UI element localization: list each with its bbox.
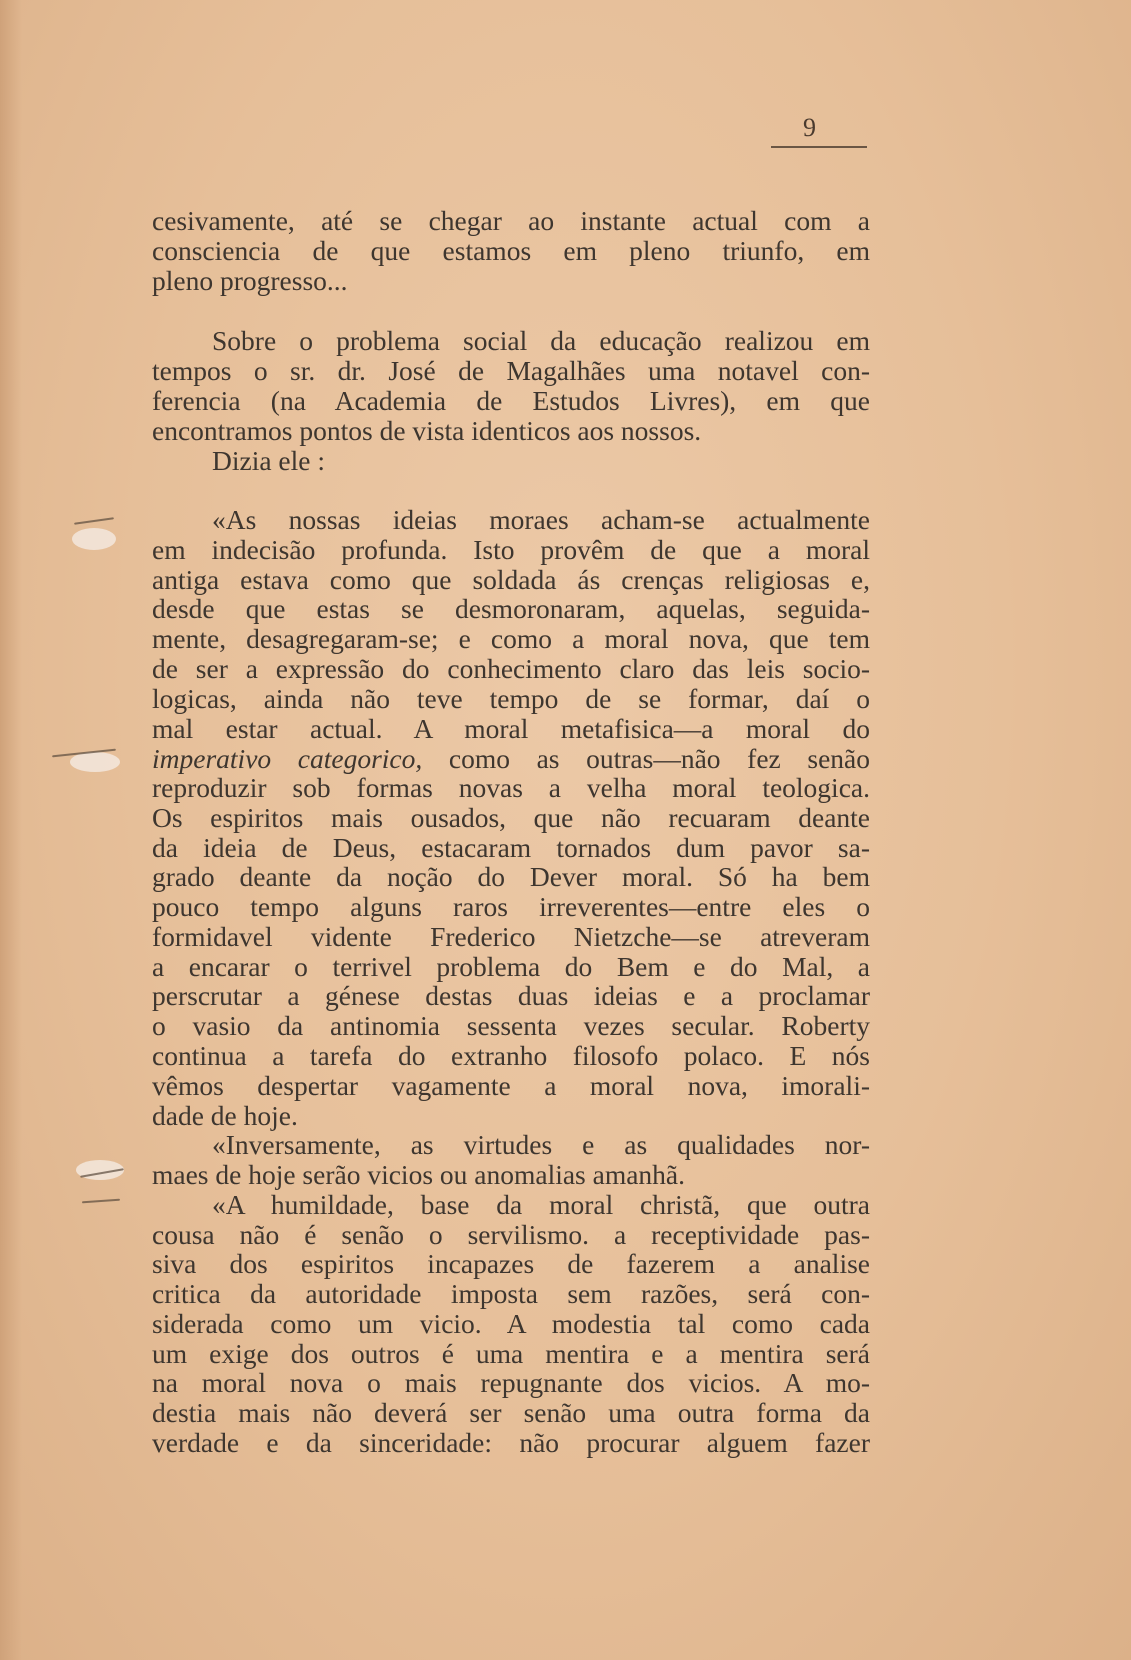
text-line: um exige dos outros é uma mentira e a mentira será <box>152 1339 870 1369</box>
text-line: tempos o sr. dr. José de Magalhães uma notavel con- <box>152 356 870 386</box>
text-line: de ser a expressão do conhecimento claro das leis socio- <box>152 654 870 684</box>
text-line: antiga estava como que soldada ás crenças religiosas e, <box>152 565 870 595</box>
text-line: da ideia de Deus, estacaram tornados dum pavor sa- <box>152 833 870 863</box>
page-number: 9 <box>803 113 816 142</box>
text-line: o vasio da antinomia sessenta vezes secular. Roberty <box>152 1011 870 1041</box>
text-line: siva dos espiritos incapazes de fazerem a analise <box>152 1249 870 1279</box>
text-line: consciencia de que estamos em pleno triunfo, em <box>152 236 870 266</box>
text-line: «Inversamente, as virtudes e as qualidades nor- <box>212 1130 870 1160</box>
text-line: formidavel vidente Frederico Nietzche—se atreveram <box>152 922 870 952</box>
text-line: cesivamente, até se chegar ao instante actual com a <box>152 206 870 236</box>
text-line: verdade e da sinceridade: não procurar alguem fazer <box>152 1428 870 1458</box>
text-line: a encarar o terrivel problema do Bem e do Mal, a <box>152 952 870 982</box>
text-line: na moral nova o mais repugnante dos vicios. A mo- <box>152 1368 870 1398</box>
text-line: desde que estas se desmoronaram, aquelas, seguida- <box>152 594 870 624</box>
text-line: grado deante da noção do Dever moral. Só ha bem <box>152 862 870 892</box>
text-line: Sobre o problema social da educação realizou em <box>212 326 870 356</box>
text-line: reproduzir sob formas novas a velha moral teologica. <box>152 773 870 803</box>
text-line: continua a tarefa do extranho filosofo polaco. E nós <box>152 1041 870 1071</box>
text-line: em indecisão profunda. Isto provêm de que a moral <box>152 535 870 565</box>
text-line: cousa não é senão o servilismo. a receptividade pas- <box>152 1220 870 1250</box>
binding-hole <box>72 528 116 550</box>
text-line: mente, desagregaram-se; e como a moral nova, que tem <box>152 624 870 654</box>
line-text: como as outras—não fez senão <box>422 744 870 774</box>
text-line: ferencia (na Academia de Estudos Livres), em que <box>152 386 870 416</box>
binding-hole-edge <box>74 517 114 525</box>
text-line: mal estar actual. A moral metafisica—a moral do <box>152 714 870 744</box>
text-line: destia mais não deverá ser senão uma outra forma da <box>152 1398 870 1428</box>
text-line: pouco tempo alguns raros irreverentes—entre eles o <box>152 892 870 922</box>
italic-phrase: imperativo categorico, <box>152 744 423 774</box>
text-line: pleno progresso... <box>152 266 348 296</box>
text-line: «A humildade, base da moral christã, que outra <box>212 1190 870 1220</box>
text-line: siderada como um vicio. A modestia tal como cada <box>152 1309 870 1339</box>
binding-hole-edge <box>82 1199 120 1204</box>
text-line: «As nossas ideias moraes acham-se actualmente <box>212 505 870 535</box>
text-line <box>152 744 870 774</box>
text-line: dade de hoje. <box>152 1101 298 1131</box>
page-number-rule <box>771 146 867 148</box>
text-line: logicas, ainda não teve tempo de se formar, daí o <box>152 684 870 714</box>
text-line: vêmos despertar vagamente a moral nova, imorali- <box>152 1071 870 1101</box>
text-line: critica da autoridade imposta sem razões, será con- <box>152 1279 870 1309</box>
text-line: perscrutar a génese destas duas ideias e a proclamar <box>152 981 870 1011</box>
text-line: encontramos pontos de vista identicos aos nossos. <box>152 416 702 446</box>
binding-hole <box>70 752 120 772</box>
text-line: Os espiritos mais ousados, que não recuaram deante <box>152 803 870 833</box>
page-edge-shadow <box>0 0 22 1660</box>
text-line: maes de hoje serão vicios ou anomalias amanhã. <box>152 1160 686 1190</box>
text-line: Dizia ele : <box>212 446 325 476</box>
